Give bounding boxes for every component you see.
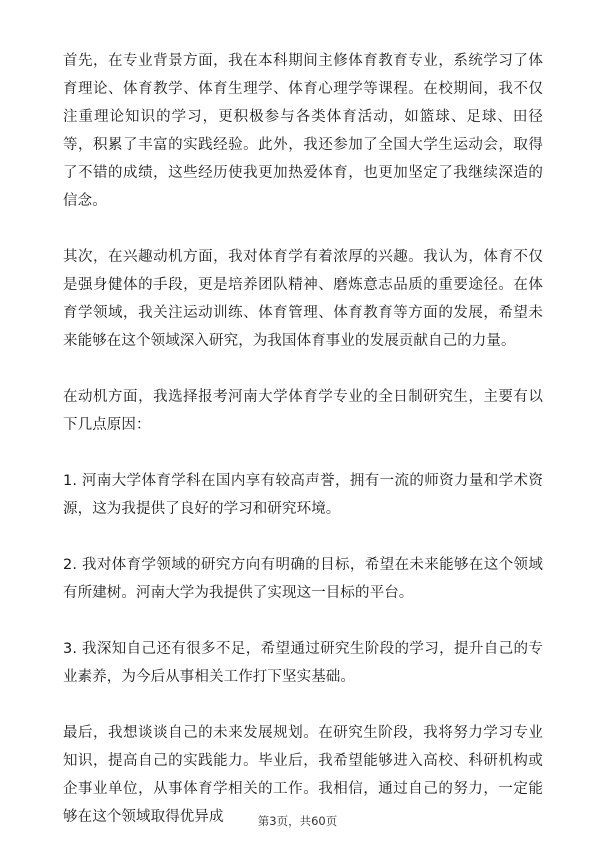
paragraph-interest-motivation: 其次，在兴趣动机方面，我对体育学有着浓厚的兴趣。我认为，体育不仅是强身健体的手段，更是培养团队精神、磨炼意志品质的重要途径。在体育学领域，我关注运动训练、体育管理、体育教育等方面的发展，希望未来能够在这个领域深入研究，为我国体育事业的发展贡献自己的力量。 xyxy=(63,249,543,349)
paragraph-motivation-intro: 在动机方面，我选择报考河南大学体育学专业的全日制研究生，主要有以下几点原因： xyxy=(63,389,543,433)
list-item-reason-2: 2. 我对体育学领域的研究方向有明确的目标，希望在未来能够在这个领域有所建树。河南大学为我提供了实现这一目标的平台。 xyxy=(63,557,543,601)
page-number-footer: 第3页，共60页 xyxy=(257,814,338,828)
document-body xyxy=(63,47,543,859)
list-item-reason-1: 1. 河南大学体育学科在国内享有较高声誉，拥有一流的师资力量和学术资源，这为我提供了良好的学习和研究环境。 xyxy=(63,473,543,517)
paragraph-future-plan: 最后，我想谈谈自己的未来发展规划。在研究生阶段，我将努力学习专业知识，提高自己的实践能力。毕业后，我希望能够进入高校、科研机构或企事业单位，从事体育学相关的工作。我相信，通过自己的努力，一定能够在这个领域取得优异成 xyxy=(63,725,543,825)
paragraph-professional-background: 首先，在专业背景方面，我在本科期间主修体育教育专业，系统学习了体育理论、体育教学、体育生理学、体育心理学等课程。在校期间，我不仅注重理论知识的学习，更积极参与各类体育活动，如篮球、足球、田径等，积累了丰富的实践经验。此外，我还参加了全国大学生运动会，取得了不错的成绩，这些经历使我更加热爱体育，也更加坚定了我继续深造的信念。 xyxy=(63,53,543,209)
list-item-reason-3: 3. 我深知自己还有很多不足，希望通过研究生阶段的学习，提升自己的专业素养，为今后从事相关工作打下坚实基础。 xyxy=(63,641,543,685)
